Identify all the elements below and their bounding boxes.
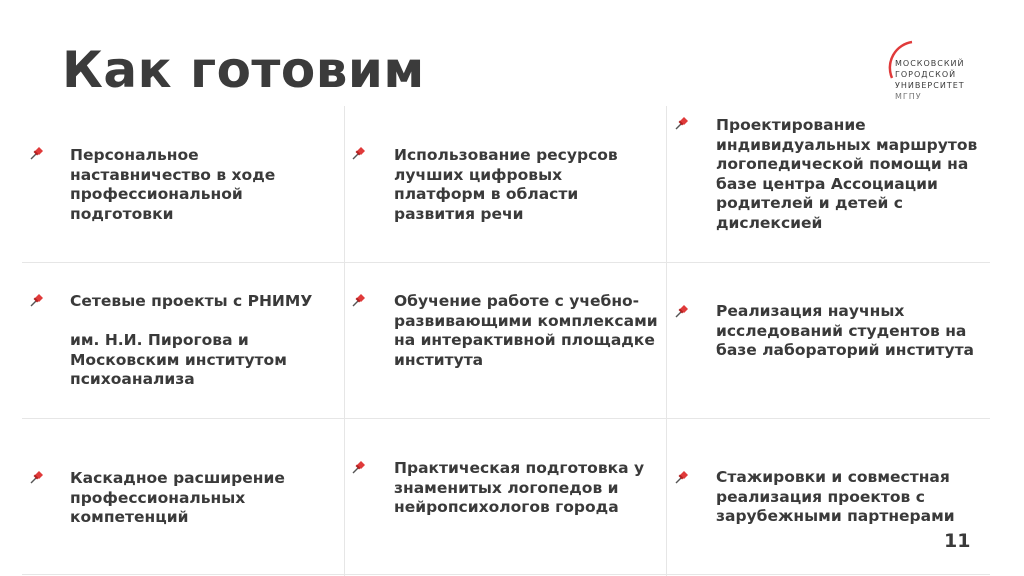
logo-line-2: ГОРОДСКОЙ <box>895 70 957 79</box>
page-number: 11 <box>944 530 971 552</box>
pushpin-icon <box>352 460 366 474</box>
pushpin-icon <box>352 293 366 307</box>
logo-line-4: МГПУ <box>895 92 922 101</box>
pushpin-icon <box>352 146 366 160</box>
pushpin-icon <box>30 146 44 160</box>
cell-text: Стажировки и совместная реализация проектов с зарубежными партнерами <box>716 468 955 525</box>
cell-text: Каскадное расширение профессиональных компетенций <box>70 469 285 526</box>
grid-row-divider <box>22 418 990 419</box>
university-logo <box>882 38 992 106</box>
pushpin-icon <box>675 304 689 318</box>
grid-col-divider <box>344 106 345 576</box>
cell-text: Проектирование индивидуальных маршрутов логопедической помощи на базе центра Ассоциации родителей и детей с дислексией <box>716 116 978 232</box>
grid-row-divider <box>22 262 990 263</box>
cell-text: Практическая подготовка у знаменитых логопедов и нейропсихологов города <box>394 459 645 516</box>
logo-line-3: УНИВЕРСИТЕТ <box>895 81 965 90</box>
pushpin-icon <box>675 116 689 130</box>
cell-text: Персональное наставничество в ходе профессиональной подготовки <box>70 146 276 223</box>
page-title: Как готовим <box>62 41 425 99</box>
cell-text: Сетевые проекты с РНИМУ им. Н.И. Пирогова и Московским институтом психоанализа <box>70 292 313 388</box>
logo-line-1: МОСКОВСКИЙ <box>895 59 965 68</box>
pushpin-icon <box>30 293 44 307</box>
grid-row-divider <box>22 574 990 575</box>
cell-text: Реализация научных исследований студентов на базе лабораторий института <box>716 302 975 359</box>
pushpin-icon <box>30 470 44 484</box>
cell-text: Обучение работе с учебно-развивающими комплексами на интерактивной площадке института <box>394 292 658 369</box>
pushpin-icon <box>675 470 689 484</box>
grid-col-divider <box>666 106 667 576</box>
cell-text: Использование ресурсов лучших цифровых платформ в области развития речи <box>394 146 618 223</box>
